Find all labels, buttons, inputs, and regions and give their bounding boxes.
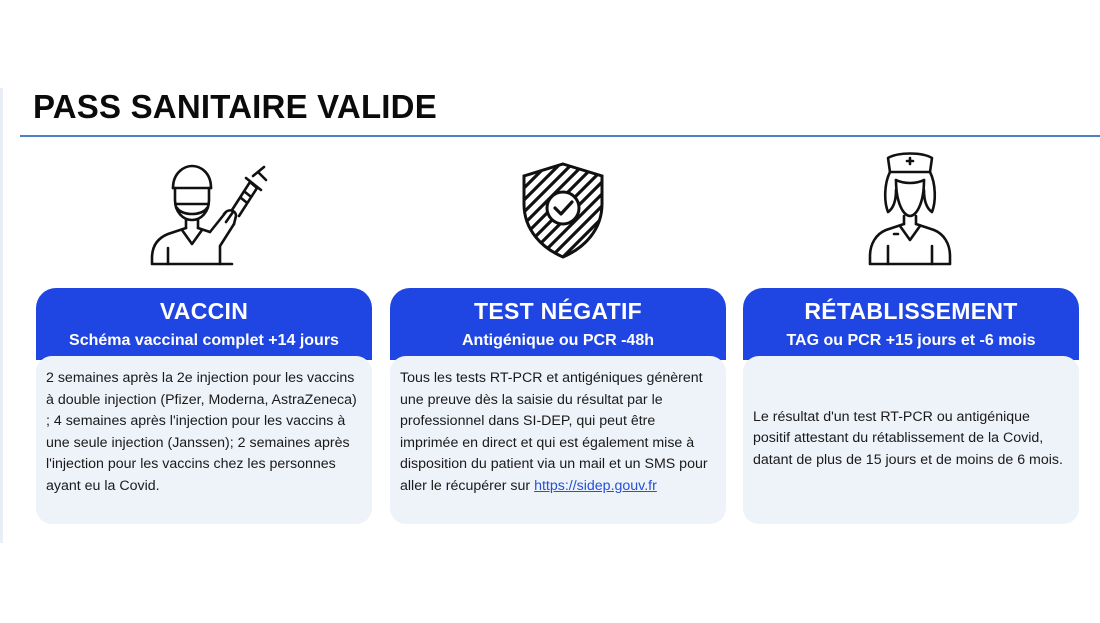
card-header — [390, 288, 726, 360]
card-title: VACCIN — [159, 298, 249, 324]
card-test-negatif — [390, 288, 726, 524]
nurse-vaccine-syringe-icon — [140, 160, 270, 268]
card-header — [743, 288, 1079, 360]
card-subtitle: Antigénique ou PCR -48h — [462, 332, 654, 349]
page-title: PASS SANITAIRE VALIDE — [33, 88, 437, 125]
card-subtitle: Schéma vaccinal complet +14 jours — [69, 332, 339, 349]
card-title: RÉTABLISSEMENT — [804, 298, 1018, 324]
title-divider — [20, 135, 1100, 137]
card-body-text: Tous les tests RT-PCR et antigéniques génèrent une preuve dès la saisie du résultat par le professionnel dans SI-DEP, qui peut être imprimée en direct et qui est également mise à disposition du patient via un mail et un SMS pour aller le récupérer sur — [400, 370, 708, 494]
card-title: TEST NÉGATIF — [473, 298, 642, 324]
shield-check-icon — [518, 160, 608, 260]
nurse-icon — [864, 150, 956, 268]
card-body-text: 2 semaines après la 2e injection pour les vaccins à double injection (Pfizer, Moderna, AstraZeneca) ; 4 semaines après l'injection pour les vaccins à une seule injection (Janssen); 2 semaines après l'injection pour les vaccins chez les personnes ayant eu la Covid. — [46, 370, 357, 494]
card-body — [36, 356, 372, 524]
card-vaccin — [36, 288, 372, 524]
card-header — [36, 288, 372, 360]
card-body — [390, 356, 726, 524]
card-body — [743, 356, 1079, 524]
left-edge-rule — [0, 88, 3, 543]
card-body-text: Le résultat d'un test RT-PCR ou antigénique positif attestant du rétablissement de la Covid, datant de plus de 15 jours et de moins de 6 mois. — [753, 408, 1063, 468]
card-subtitle: TAG ou PCR +15 jours et -6 mois — [786, 332, 1036, 349]
card-retablissement — [743, 288, 1079, 524]
sidep-link[interactable]: https://sidep.gouv.fr — [534, 477, 657, 494]
